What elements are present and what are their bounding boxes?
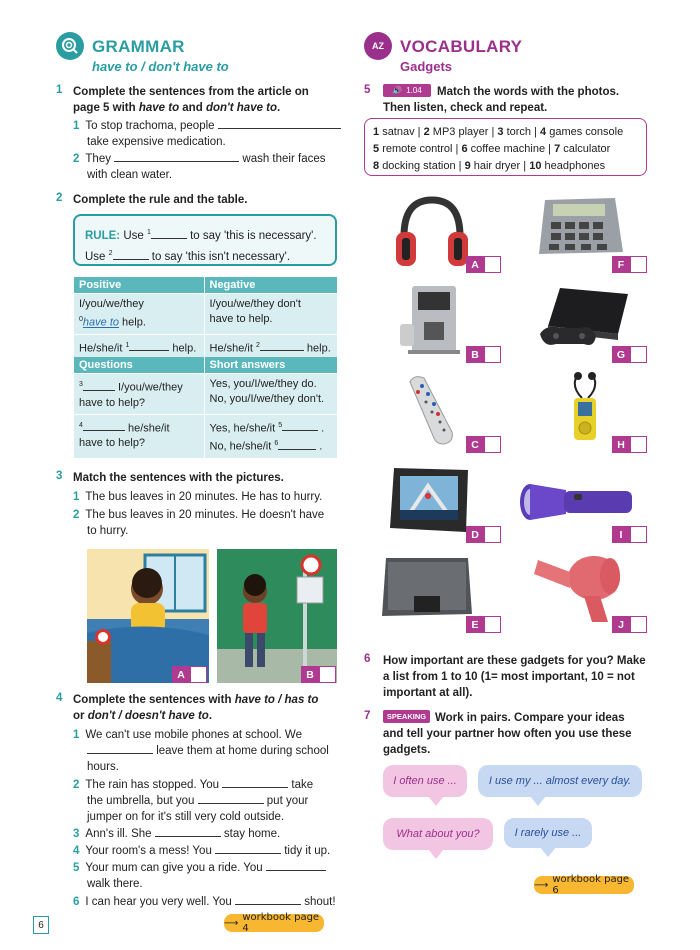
ex3-sentence-2: 2 The bus leaves in 20 minutes. He doesn't have to hurry. bbox=[73, 509, 325, 537]
table-blank-5[interactable] bbox=[282, 420, 318, 431]
table-cell: Yes, he/she/it $^5$ . No, he/she/it $^6$ . bbox=[204, 414, 337, 458]
ex4-sentence-2: 2 The rain has stopped. You take the umbrella, but you put your jumper on for it's still very cold outside. bbox=[73, 779, 314, 823]
separator: | bbox=[545, 143, 555, 155]
table-cell: $^3$ I/you/we/they have to help? bbox=[74, 374, 204, 415]
ex1-blank-1[interactable] bbox=[218, 118, 341, 129]
word-box bbox=[364, 118, 647, 176]
photo-coffee-machine bbox=[398, 284, 464, 356]
answer-box-b[interactable] bbox=[484, 346, 501, 363]
word-number: 7 bbox=[554, 143, 561, 155]
separator: | bbox=[531, 126, 541, 138]
ex4-blank-5[interactable] bbox=[215, 843, 281, 854]
answer-box-d[interactable] bbox=[484, 526, 501, 543]
speech-bubble-what-about: What about you? bbox=[383, 818, 493, 850]
ex3-sentence-1: 1 The bus leaves in 20 minutes. He has to hurry. bbox=[73, 491, 323, 503]
speech-bubble-every-day: I use my ... almost every day. bbox=[478, 765, 642, 797]
table-blank-1[interactable] bbox=[129, 340, 169, 351]
picture-label-b: B bbox=[301, 666, 319, 683]
picture-boy-at-bus-stop bbox=[217, 549, 337, 683]
word-item: MP3 player bbox=[432, 126, 489, 138]
photo-label-f: F bbox=[612, 256, 630, 273]
photo-games-console bbox=[540, 284, 630, 352]
word-number: 4 bbox=[540, 126, 547, 138]
ex6-question: How important are these gadgets for you? Make a list from 1 to 10 (1= most important, 10 = not important at all). bbox=[383, 655, 646, 699]
word-item: hair dryer bbox=[473, 160, 521, 172]
ex6-number: 6 bbox=[364, 653, 371, 665]
table-blank-4[interactable] bbox=[83, 420, 125, 431]
ex4-question: Complete the sentences with have to / has to or don't / doesn't have to. bbox=[73, 694, 319, 722]
vocabulary-az-icon: AZ bbox=[364, 32, 392, 60]
picture-label-a: A bbox=[172, 666, 190, 683]
vocabulary-title: VOCABULARY bbox=[400, 37, 523, 56]
answer-box-i[interactable] bbox=[630, 526, 647, 543]
rule-blank-1[interactable] bbox=[151, 228, 187, 239]
vocabulary-subtitle: Gadgets bbox=[400, 59, 453, 74]
header-positive: Positive bbox=[74, 277, 204, 294]
word-item: satnav bbox=[382, 126, 415, 138]
arrow-right-icon: ⟶ bbox=[534, 879, 549, 891]
photo-docking-station bbox=[380, 556, 474, 622]
ex4-number: 4 bbox=[56, 692, 63, 704]
ex1-blank-2[interactable] bbox=[114, 151, 239, 162]
word-item: remote control bbox=[382, 143, 453, 155]
separator: | bbox=[452, 143, 462, 155]
ex4-blank-2[interactable] bbox=[222, 777, 288, 788]
table-blank-3[interactable] bbox=[83, 380, 115, 391]
ex4-sentence-5: 5 Your mum can give you a ride. You walk there. bbox=[73, 860, 348, 892]
table-cell: $^4$ he/she/it have to help? bbox=[74, 414, 204, 458]
answer-box-a[interactable] bbox=[484, 256, 501, 273]
separator: | bbox=[488, 126, 498, 138]
ex2-question: Complete the rule and the table. bbox=[73, 194, 248, 206]
answer-box-e[interactable] bbox=[484, 616, 501, 633]
ex3-question: Match the sentences with the pictures. bbox=[73, 472, 284, 484]
bubble-tail bbox=[540, 847, 556, 857]
photo-label-j: J bbox=[612, 616, 630, 633]
answer-box-f[interactable] bbox=[630, 256, 647, 273]
positive-negative-table bbox=[74, 277, 337, 359]
word-item: headphones bbox=[544, 160, 606, 172]
table-cell: He/she/it $^2$ help. bbox=[204, 334, 337, 359]
word-number: 9 bbox=[464, 160, 471, 172]
speaker-icon: 🔊 bbox=[392, 86, 403, 95]
word-number: 5 bbox=[373, 143, 380, 155]
word-number: 3 bbox=[497, 126, 504, 138]
photo-label-a: A bbox=[466, 256, 484, 273]
ex5-number: 5 bbox=[364, 84, 371, 96]
rule-box: RULE: Use $^1$ to say 'this is necessary'. Use $^2$ to say 'this isn't necessary'. bbox=[73, 214, 337, 266]
photo-hair-dryer bbox=[530, 552, 628, 624]
ex1-sentence-2: 2 They wash their faces with clean water. bbox=[73, 153, 326, 181]
photo-label-i: I bbox=[612, 526, 630, 543]
photo-calculator bbox=[535, 196, 625, 256]
photo-label-e: E bbox=[466, 616, 484, 633]
photo-torch bbox=[518, 478, 636, 524]
photo-label-c: C bbox=[466, 436, 484, 453]
header-questions: Questions bbox=[74, 357, 204, 374]
header-short-answers: Short answers bbox=[204, 357, 337, 374]
speaking-badge: SPEAKING bbox=[383, 710, 430, 723]
word-number: 10 bbox=[529, 160, 542, 172]
word-item: coffee machine bbox=[470, 143, 546, 155]
ex4-blank-3[interactable] bbox=[198, 793, 264, 804]
bubble-tail bbox=[428, 796, 444, 806]
separator: | bbox=[455, 160, 465, 172]
grammar-subtitle: have to / don't have to bbox=[92, 59, 229, 74]
photo-label-g: G bbox=[612, 346, 630, 363]
table-blank-6[interactable] bbox=[278, 439, 316, 450]
speech-bubble-often: I often use ... bbox=[383, 765, 467, 797]
photo-label-b: B bbox=[466, 346, 484, 363]
table-cell: He/she/it $^1$ help. bbox=[74, 334, 204, 359]
table-blank-2[interactable] bbox=[260, 340, 304, 351]
ex1-question: Complete the sentences from the article on page 5 with have to and don't have to. bbox=[73, 86, 309, 114]
speech-bubble-rarely: I rarely use ... bbox=[504, 818, 592, 848]
workbook-link-6[interactable]: ⟶ workbook page 6 bbox=[534, 876, 634, 894]
table-cell: Yes, you/I/we/they do. No, you/I/we/they don't. bbox=[204, 374, 337, 415]
ex4-sentence-1: 1 We can't use mobile phones at school. We leave them at home during school hours. bbox=[73, 729, 329, 773]
answer-box-h[interactable] bbox=[630, 436, 647, 453]
answer-box-b[interactable] bbox=[319, 666, 336, 683]
audio-button[interactable]: 🔊 1.04 bbox=[383, 84, 431, 97]
word-number: 1 bbox=[373, 126, 380, 138]
word-item: calculator bbox=[563, 143, 611, 155]
photo-label-d: D bbox=[466, 526, 484, 543]
word-number: 6 bbox=[461, 143, 468, 155]
workbook-link-4[interactable]: ⟶ workbook page 4 bbox=[224, 914, 324, 932]
ex1-number: 1 bbox=[56, 84, 63, 96]
separator: | bbox=[414, 126, 424, 138]
photo-mp3-player bbox=[560, 372, 610, 446]
photo-label-h: H bbox=[612, 436, 630, 453]
table-cell: I/you/we/they don't have to help. bbox=[204, 294, 337, 335]
separator: | bbox=[520, 160, 530, 172]
answer-box-a[interactable] bbox=[190, 666, 207, 683]
ex3-number: 3 bbox=[56, 470, 63, 482]
page-number: 6 bbox=[33, 916, 49, 934]
word-item: torch bbox=[506, 126, 532, 138]
photo-remote-control bbox=[406, 374, 456, 446]
rule-blank-2[interactable] bbox=[113, 249, 149, 260]
ex1-sentence-1: 1 To stop trachoma, people take expensive medication. bbox=[73, 118, 343, 150]
ex4-blank-4[interactable] bbox=[155, 826, 221, 837]
word-number: 2 bbox=[423, 126, 430, 138]
answer-box-g[interactable] bbox=[630, 346, 647, 363]
questions-answers-table bbox=[74, 357, 337, 458]
ex5-question: Match the words with the photos. Then listen, check and repeat. bbox=[383, 86, 620, 114]
word-number: 8 bbox=[373, 160, 380, 172]
word-item: games console bbox=[549, 126, 624, 138]
grammar-title: GRAMMAR bbox=[92, 37, 185, 56]
photo-satnav bbox=[388, 466, 472, 536]
arrow-right-icon: ⟶ bbox=[224, 917, 239, 929]
ex2-number: 2 bbox=[56, 192, 63, 204]
bubble-tail bbox=[428, 849, 444, 859]
ex4-blank-6[interactable] bbox=[266, 860, 326, 871]
answer-box-c[interactable] bbox=[484, 436, 501, 453]
ex4-sentence-3: 3 Ann's ill. She stay home. bbox=[73, 828, 281, 840]
word-item: docking station bbox=[382, 160, 456, 172]
ex7-number: 7 bbox=[364, 710, 371, 722]
ex4-sentence-6: 6 I can hear you very well. You shout! bbox=[73, 896, 336, 908]
header-negative: Negative bbox=[204, 277, 337, 294]
grammar-search-icon bbox=[56, 32, 84, 60]
ex4-blank-7[interactable] bbox=[235, 894, 301, 905]
answer-box-j[interactable] bbox=[630, 616, 647, 633]
ex4-blank-1[interactable] bbox=[87, 743, 153, 754]
ex7-question: Work in pairs. Compare your ideas and tell your partner how often you use these gadgets. bbox=[383, 712, 632, 756]
photo-headphones bbox=[392, 196, 472, 272]
table-cell: I/you/we/they $^0$have to help. bbox=[74, 294, 204, 335]
bubble-tail bbox=[530, 796, 546, 806]
ex4-sentence-4: 4 Your room's a mess! You tidy it up. bbox=[73, 845, 331, 857]
picture-boy-in-bed bbox=[87, 549, 209, 683]
